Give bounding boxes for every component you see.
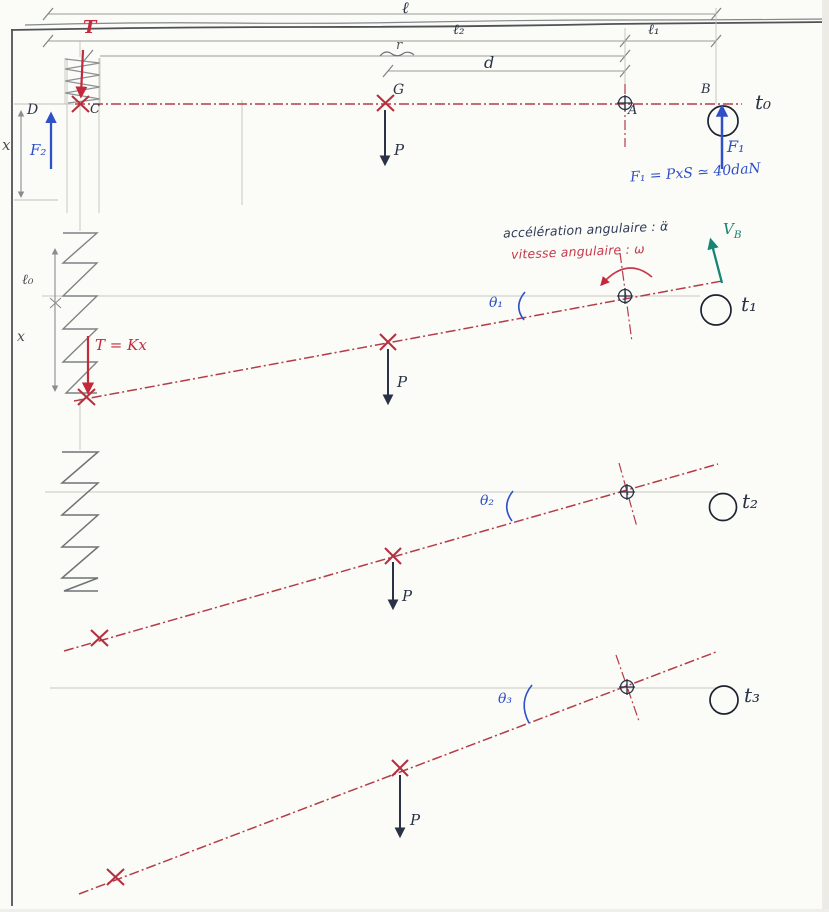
f1-formula: F₁ = PxS ≃ 40daN [629,160,762,186]
tension-label-t0: T [83,17,97,38]
x-dim-label-t0: x [2,136,11,154]
point-a-label: A [628,103,638,118]
end-circle-t2 [710,494,737,521]
end-circle-t3 [710,686,738,714]
state-label-t0: t₀ [755,90,772,114]
end-circle-t1 [701,295,731,325]
point-cross-marks [72,95,408,885]
point-g-label-t0: G [393,82,405,98]
weight-arrows [385,110,400,835]
point-b-label: B [701,82,711,97]
weight-label-t0: P [394,141,405,159]
weight-label-t1: P [397,373,408,391]
omega-rotation-arrow [602,268,652,284]
f1-label: F₁ [727,137,745,156]
vb-velocity-arrow [711,241,722,283]
point-c-cross [72,96,89,112]
vb-label [723,222,742,241]
dimension-lines [43,8,721,77]
vb-base: V [723,220,734,238]
weight-label-t2: P [402,587,413,605]
blue-force-arrows [51,108,722,169]
state-label-t2: t₂ [742,489,759,513]
deflection-d-label: D [27,102,39,118]
angle-parentheses [507,292,532,723]
spring-t1-stretched [63,233,97,393]
point-g-cross-t0 [377,95,394,111]
dim-l1-label: ℓ₁ [648,22,660,38]
state-label-t3: t₃ [744,683,761,707]
dim-l2-label: ℓ₂ [453,22,465,38]
theta2-label: θ₂ [480,493,495,509]
theta3-label: θ₃ [498,691,513,707]
point-c-label: C [90,102,100,117]
state-label-t1: t₁ [741,292,758,316]
page-frame [11,19,829,906]
theta1-label: θ₁ [489,295,504,311]
state-circles [701,106,738,714]
angular-acceleration-note: accélération angulaire : α̈ [502,218,669,241]
f2-label: F₂ [30,141,47,159]
dim-l-label: ℓ [402,0,409,17]
dimension-ticks [43,8,721,77]
beam-end-cross-t3 [107,869,124,885]
l0-dim-label: ℓ₀ [22,272,34,288]
beam-end-cross-t2 [91,630,108,646]
point-g-cross-t3 [392,760,408,776]
theta3-arc [524,685,532,723]
beam-axes [64,84,742,894]
spring-law-label: T = Kx [95,336,147,354]
weight-label-t3: P [410,811,421,829]
scan-right-shadow [822,0,829,912]
theta2-arc [507,491,513,521]
spring-t2-stretched [62,452,98,591]
vb-sub: B [733,229,742,241]
dim-r-label: r [396,38,403,53]
x-dim-label-t1: x [17,329,25,345]
angular-velocity-note: vitesse angulaire : ω [510,241,646,262]
dim-d-label: d [484,53,495,72]
tension-arrow-t0 [81,50,83,95]
